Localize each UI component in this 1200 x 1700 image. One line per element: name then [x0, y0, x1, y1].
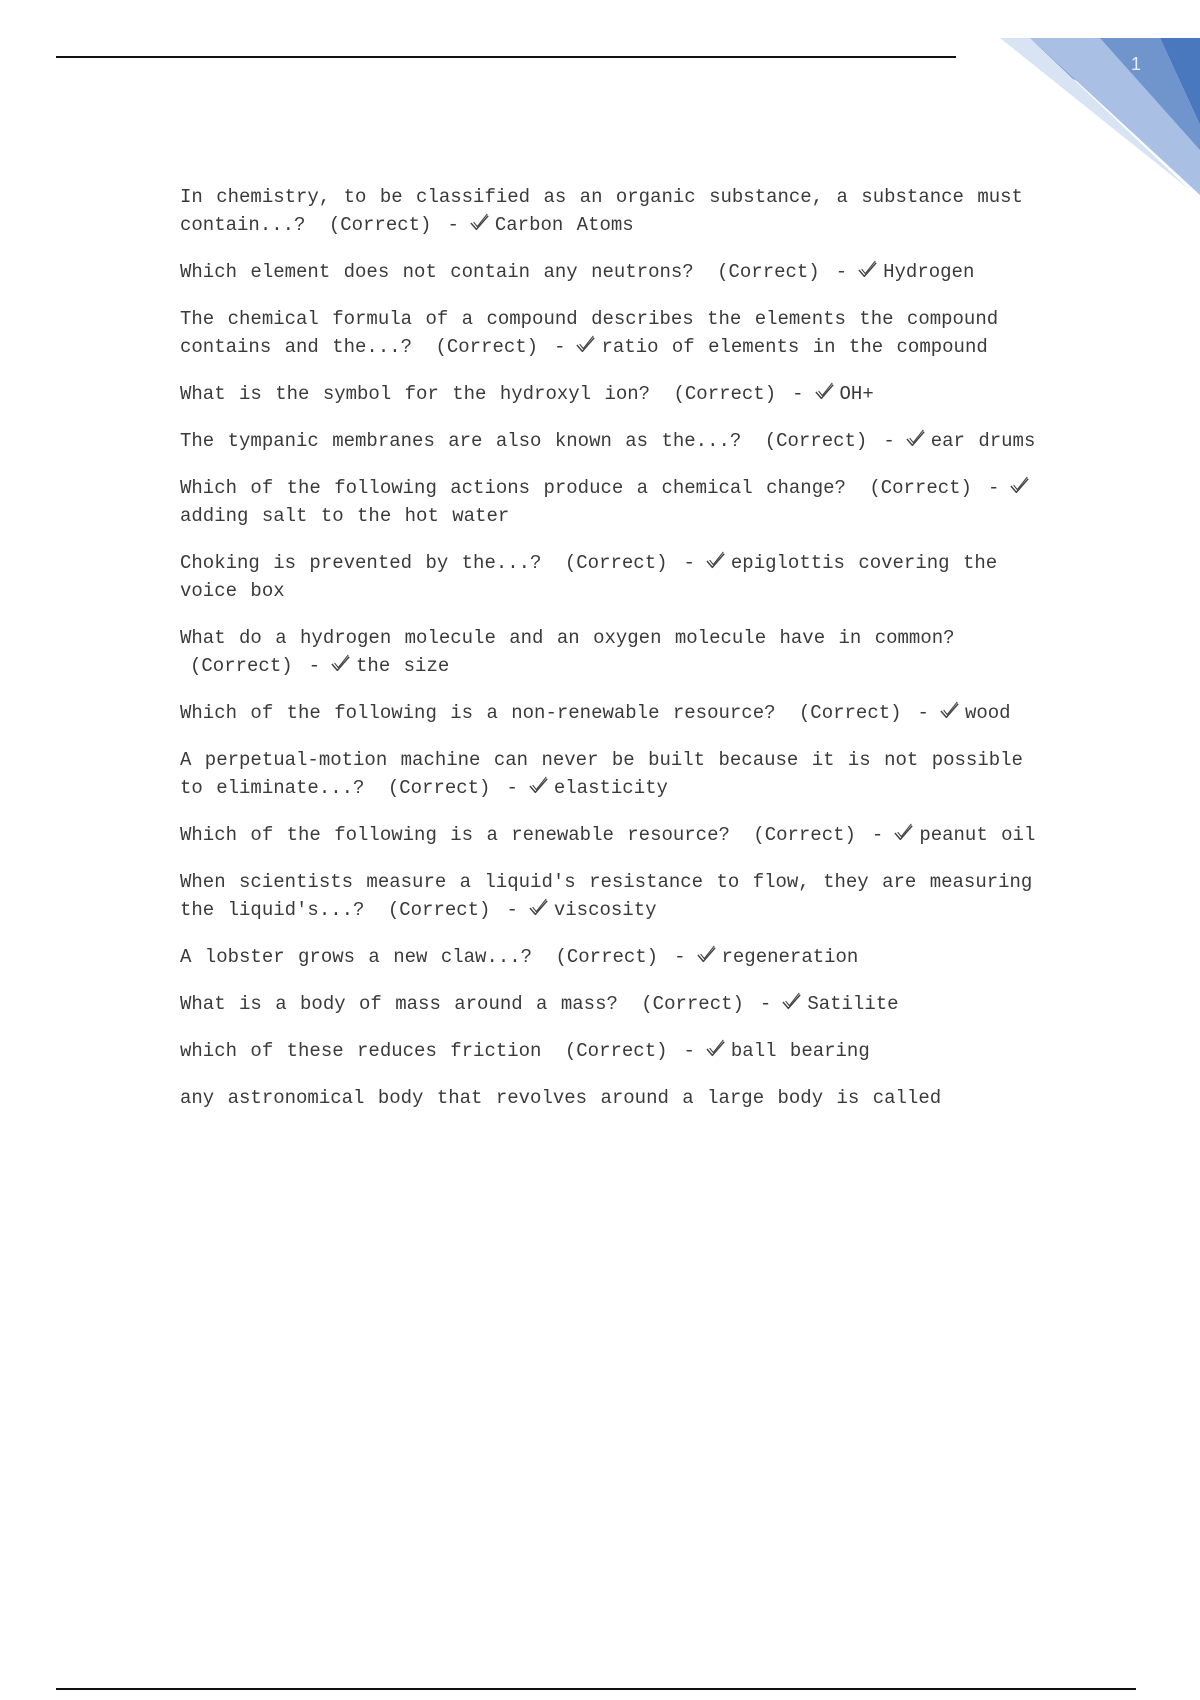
qa-item	[180, 1037, 1050, 1065]
check-icon	[330, 654, 352, 674]
check-icon	[696, 945, 718, 965]
check-icon	[469, 213, 491, 233]
status-label: (Correct)	[387, 899, 491, 921]
question-text: In chemistry, to be classified as an organic substance, a substance must contain...?	[180, 186, 1023, 236]
check-icon	[893, 823, 915, 843]
qa-item	[180, 474, 1050, 530]
check-icon	[528, 898, 550, 918]
header-rule	[56, 56, 956, 58]
qa-item	[180, 305, 1050, 361]
check-icon	[1009, 476, 1031, 496]
qa-item	[180, 699, 1050, 727]
status-label: (Correct)	[328, 214, 432, 236]
qa-item	[180, 943, 1050, 971]
question-text: The chemical formula of a compound describes the elements the compound contains and the...?	[180, 308, 999, 358]
answer-text: adding salt to the hot water	[180, 505, 510, 527]
question-text: What is the symbol for the hydroxyl ion?	[180, 383, 651, 405]
dash-separator: -	[835, 261, 848, 283]
answer-text: epiglottis covering the voice box	[180, 552, 998, 602]
status-label: (Correct)	[798, 702, 902, 724]
footer-rule	[56, 1688, 1136, 1690]
check-icon	[939, 701, 961, 721]
status-label: (Correct)	[717, 261, 820, 283]
dash-separator: -	[308, 655, 321, 677]
dash-separator: -	[917, 702, 929, 724]
status-label: (Correct)	[673, 383, 777, 405]
check-icon	[528, 776, 550, 796]
question-text: which of these reduces friction	[180, 1040, 542, 1062]
answer-text: ear drums	[930, 430, 1036, 452]
qa-item	[180, 1084, 1050, 1112]
qa-item	[180, 990, 1050, 1018]
answer-text: peanut oil	[919, 824, 1036, 846]
question-text: A lobster grows a new claw...?	[180, 946, 533, 968]
check-icon	[814, 382, 836, 402]
answer-text: wood	[964, 702, 1011, 724]
answer-text: regeneration	[721, 946, 859, 968]
question-text: Which of the following is a non-renewable resource?	[180, 702, 776, 724]
status-label: (Correct)	[869, 477, 972, 499]
answer-text: ratio of elements in the compound	[601, 336, 988, 358]
qa-item	[180, 380, 1050, 408]
question-text: Which of the following actions produce a chemical change?	[180, 477, 846, 499]
corner-decoration	[940, 0, 1200, 200]
status-label: (Correct)	[641, 993, 744, 1015]
question-text: The tympanic membranes are also known as the...?	[180, 430, 742, 452]
dash-separator: -	[674, 946, 686, 968]
dash-separator: -	[683, 1040, 695, 1062]
status-label: (Correct)	[387, 777, 491, 799]
question-text: Which of the following is a renewable resource?	[180, 824, 730, 846]
qa-item	[180, 258, 1050, 286]
qa-item	[180, 624, 1050, 680]
status-label: (Correct)	[555, 946, 659, 968]
status-label: (Correct)	[564, 552, 668, 574]
answer-text: viscosity	[553, 899, 657, 921]
answer-text: elasticity	[553, 777, 668, 799]
check-icon	[857, 260, 879, 280]
question-text: What do a hydrogen molecule and an oxygen molecule have in common?	[180, 627, 955, 649]
status-label: (Correct)	[190, 655, 293, 677]
check-icon	[905, 429, 927, 449]
dash-separator: -	[759, 993, 772, 1015]
status-label: (Correct)	[753, 824, 856, 846]
question-text: When scientists measure a liquid's resistance to flow, they are measuring the liquid's...?	[180, 871, 1033, 921]
dash-separator: -	[987, 477, 1000, 499]
answer-text: OH+	[839, 383, 874, 405]
dash-separator: -	[883, 430, 895, 452]
status-label: (Correct)	[435, 336, 539, 358]
qa-item	[180, 183, 1050, 239]
question-text: A perpetual-motion machine can never be built because it is not possible to eliminate...?	[180, 749, 1023, 799]
answer-text: Hydrogen	[883, 261, 975, 283]
question-text: Which element does not contain any neutrons?	[180, 261, 694, 283]
answer-text: the size	[356, 655, 450, 677]
qa-item	[180, 427, 1050, 455]
check-icon	[705, 551, 727, 571]
question-text: Choking is prevented by the...?	[180, 552, 542, 574]
answer-text: Satilite	[807, 993, 899, 1015]
status-label: (Correct)	[564, 1040, 668, 1062]
answer-text: ball bearing	[730, 1040, 870, 1062]
dash-separator: -	[871, 824, 884, 846]
dash-separator: -	[554, 336, 566, 358]
answer-text: Carbon Atoms	[494, 214, 634, 236]
qa-item	[180, 549, 1050, 605]
question-text: What is a body of mass around a mass?	[180, 993, 618, 1015]
check-icon	[781, 992, 803, 1012]
status-label: (Correct)	[764, 430, 868, 452]
dash-separator: -	[683, 552, 695, 574]
page-number: 1	[1131, 54, 1142, 74]
qa-item	[180, 821, 1050, 849]
dash-separator: -	[506, 777, 518, 799]
dash-separator: -	[447, 214, 459, 236]
qa-item	[180, 868, 1050, 924]
qa-item	[180, 746, 1050, 802]
question-text: any astronomical body that revolves around a large body is called	[180, 1087, 942, 1109]
dash-separator: -	[506, 899, 518, 921]
check-icon	[575, 335, 597, 355]
check-icon	[705, 1039, 727, 1059]
dash-separator: -	[792, 383, 804, 405]
question-answer-list	[180, 183, 1050, 1131]
